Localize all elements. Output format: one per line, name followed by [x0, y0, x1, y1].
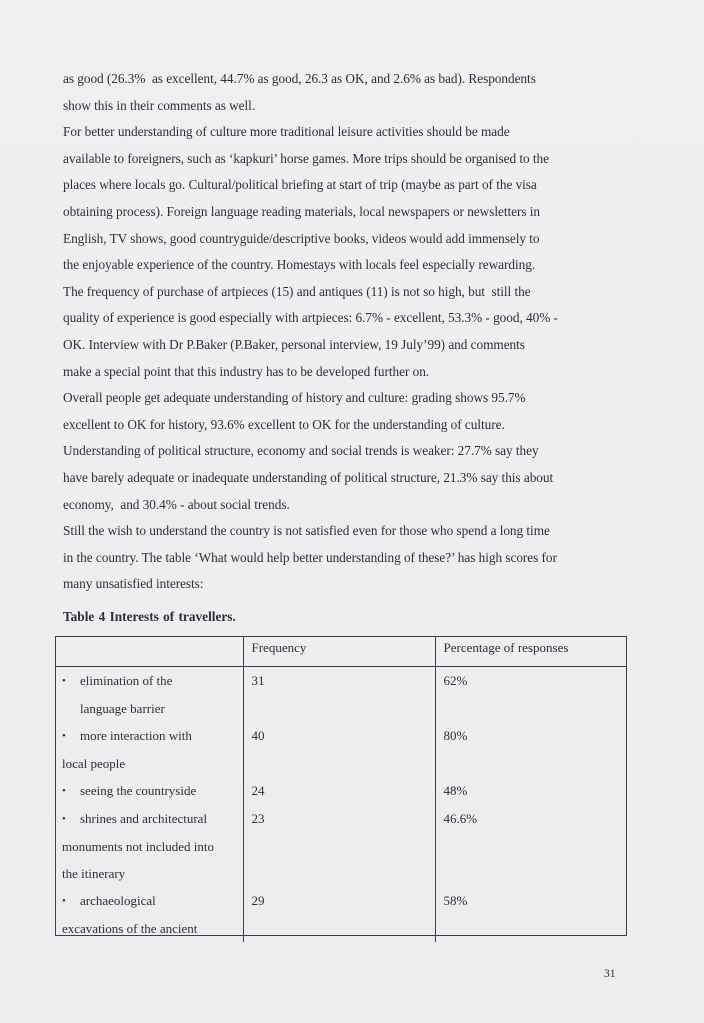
header-item — [56, 637, 243, 667]
paragraph — [63, 279, 633, 385]
interest-item — [62, 777, 243, 805]
frequency-cell: 23 — [243, 805, 435, 887]
table-row — [56, 777, 626, 805]
text-line: show this in their comments as well. — [63, 97, 256, 113]
interest-item — [62, 667, 243, 695]
interest-item — [62, 722, 243, 750]
interest-item-cell — [56, 805, 243, 887]
percentage-cell: 48% — [435, 777, 626, 805]
text-line: OK. Interview with Dr P.Baker (P.Baker, personal interview, 19 July’99) and comments — [63, 336, 525, 352]
text-line: places where locals go. Cultural/political briefing at start of trip (maybe as part of the visa — [63, 177, 537, 193]
interest-item-cell — [56, 667, 243, 723]
text-line: available to foreigners, such as ‘kapkuri’ horse games. More trips should be organised to the — [63, 150, 549, 166]
text-line: make a special point that this industry has to be developed further on. — [63, 363, 430, 379]
interest-item-continuation: monuments not included into — [62, 839, 215, 854]
text-line: quality of experience is good especially with artpieces: 6.7% - excellent, 53.3% - good, 40% - — [63, 310, 558, 326]
bullet-icon: • — [62, 675, 66, 687]
percentage-cell: 80% — [435, 722, 626, 777]
interest-item-continuation: language barrier — [80, 701, 165, 716]
interest-item-label: archaeological — [80, 893, 156, 908]
interest-item-cell — [56, 722, 243, 777]
interest-item — [62, 887, 243, 915]
percentage-cell: 46.6% — [435, 805, 626, 887]
interest-item-cell — [56, 887, 243, 942]
interest-item-continuation: excavations of the ancient — [62, 921, 198, 936]
bullet-icon: • — [62, 785, 66, 797]
text-line: Still the wish to understand the country is not satisfied even for those who spend a long time — [63, 523, 550, 539]
page-number: 31 — [604, 968, 616, 980]
text-line: obtaining process). Foreign language reading materials, local newspapers or newsletters in — [63, 203, 540, 219]
text-line: in the country. The table ‘What would help better understanding of these?’ has high scores for — [63, 549, 557, 565]
table-row — [56, 667, 626, 723]
interest-item-continuation: the itinerary — [62, 866, 126, 881]
interest-item-label: shrines and architectural — [80, 811, 208, 826]
text-line: have barely adequate or inadequate understanding of political structure, 21.3% say this about — [63, 469, 554, 485]
text-line: The frequency of purchase of artpieces (15) and antiques (11) is not so high, but still the — [63, 283, 531, 299]
text-line: English, TV shows, good countryguide/descriptive books, videos would add immensely to — [63, 230, 540, 246]
percentage-cell: 62% — [435, 667, 626, 723]
frequency-cell: 24 — [243, 777, 435, 805]
text-line: economy, and 30.4% - about social trends. — [63, 496, 290, 512]
interest-item — [62, 805, 243, 833]
bullet-icon: • — [62, 895, 66, 907]
text-line: many unsatisfied interests: — [63, 576, 204, 592]
interest-item-continuation: local people — [62, 756, 126, 771]
table-header-row — [56, 637, 626, 667]
interests-table — [56, 637, 626, 942]
text-line: the enjoyable experience of the country. Homestays with locals feel especially rewarding. — [63, 257, 536, 273]
interest-item-label: seeing the countryside — [80, 783, 197, 798]
bullet-icon: • — [62, 730, 66, 742]
table-body — [56, 667, 626, 943]
interests-table-frame — [55, 636, 627, 936]
bullet-icon: • — [62, 813, 66, 825]
table-row — [56, 722, 626, 777]
table-row — [56, 805, 626, 887]
frequency-cell: 29 — [243, 887, 435, 942]
header-percentage: Percentage of responses — [435, 637, 626, 667]
interest-item-label: more interaction with — [80, 728, 192, 743]
paragraph — [63, 385, 633, 518]
paragraph — [63, 66, 633, 119]
body-text — [63, 66, 633, 598]
text-line: as good (26.3% as excellent, 44.7% as good, 26.3 as OK, and 2.6% as bad). Respondents — [63, 71, 536, 86]
frequency-cell: 40 — [243, 722, 435, 777]
text-line: Understanding of political structure, economy and social trends is weaker: 27.7% say they — [63, 443, 539, 459]
text-line: excellent to OK for history, 93.6% excellent to OK for the understanding of culture. — [63, 416, 505, 432]
paragraph — [63, 119, 633, 279]
table-caption: Table 4 Interests of travellers. — [63, 609, 236, 624]
table-row — [56, 887, 626, 942]
interest-item-cell — [56, 777, 243, 805]
header-frequency: Frequency — [243, 637, 435, 667]
percentage-cell: 58% — [435, 887, 626, 942]
paragraph — [63, 518, 633, 598]
frequency-cell: 31 — [243, 667, 435, 723]
interest-item-label: elimination of the — [80, 673, 173, 688]
text-line: For better understanding of culture more traditional leisure activities should be made — [63, 124, 510, 140]
text-line: Overall people get adequate understanding of history and culture: grading shows 95.7% — [63, 390, 526, 406]
